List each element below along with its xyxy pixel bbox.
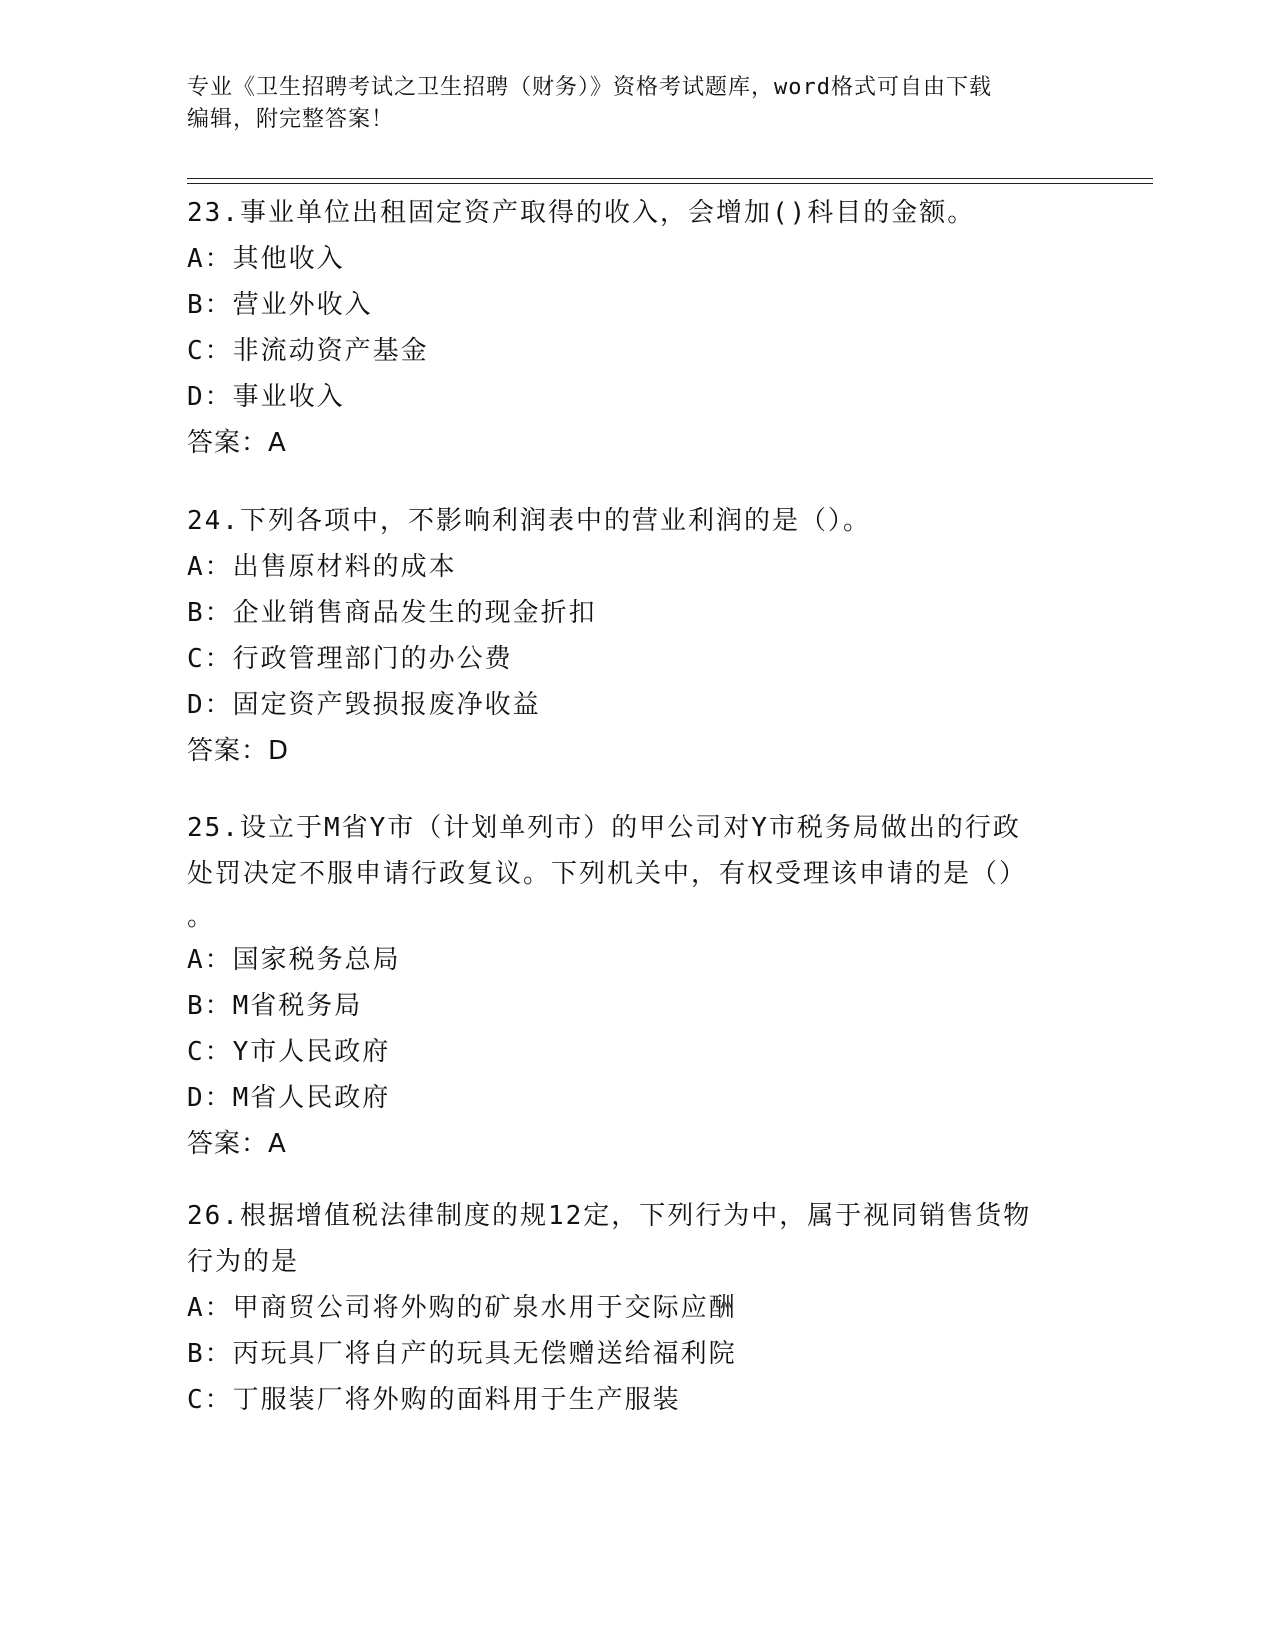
question-stem: 24.下列各项中，不影响利润表中的营业利润的是（）。 — [187, 506, 871, 536]
option-c: C：非流动资产基金 — [187, 336, 429, 366]
option-c: C：丁服装厂将外购的面料用于生产服装 — [187, 1385, 681, 1415]
option-a: A：出售原材料的成本 — [187, 552, 457, 582]
document-header — [187, 72, 1087, 136]
option-d: D：固定资产毁损报废净收益 — [187, 690, 541, 720]
header-divider-top — [187, 178, 1153, 179]
option-b: B：丙玩具厂将自产的玩具无偿赠送给福利院 — [187, 1339, 737, 1369]
question-24 — [187, 498, 1087, 774]
option-c: C：行政管理部门的办公费 — [187, 644, 513, 674]
question-26 — [187, 1193, 1087, 1423]
option-a: A：其他收入 — [187, 244, 345, 274]
answer-line: 答案：A — [187, 1129, 287, 1159]
question-stem-line: 25.设立于M省Y市（计划单列市）的甲公司对Y市税务局做出的行政 — [187, 813, 1021, 843]
option-b: B：企业销售商品发生的现金折扣 — [187, 598, 597, 628]
option-b: B：营业外收入 — [187, 290, 373, 320]
header-line-2: 编辑，附完整答案！ — [187, 107, 395, 132]
option-b: B：M省税务局 — [187, 991, 363, 1021]
question-stem-line: 处罚决定不服申请行政复议。下列机关中，有权受理该申请的是（） — [187, 859, 1028, 889]
option-d: D：M省人民政府 — [187, 1083, 391, 1113]
header-line-1: 专业《卫生招聘考试之卫生招聘（财务）》资格考试题库，word格式可自由下载 — [187, 75, 992, 100]
option-c: C：Y市人民政府 — [187, 1037, 391, 1067]
question-stem-line: 。 — [187, 902, 216, 932]
option-a: A：国家税务总局 — [187, 945, 401, 975]
option-d: D：事业收入 — [187, 382, 345, 412]
option-a: A：甲商贸公司将外购的矿泉水用于交际应酬 — [187, 1293, 737, 1323]
header-divider-bottom — [187, 183, 1153, 184]
question-23 — [187, 190, 1087, 466]
question-25 — [187, 805, 1087, 1167]
question-stem-line: 行为的是 — [187, 1247, 300, 1277]
question-stem-line: 26.根据增值税法律制度的规12定，下列行为中，属于视同销售货物 — [187, 1201, 1032, 1231]
question-stem: 23.事业单位出租固定资产取得的收入，会增加()科目的金额。 — [187, 198, 976, 228]
answer-line: 答案：A — [187, 428, 287, 458]
answer-line: 答案：D — [187, 736, 290, 766]
